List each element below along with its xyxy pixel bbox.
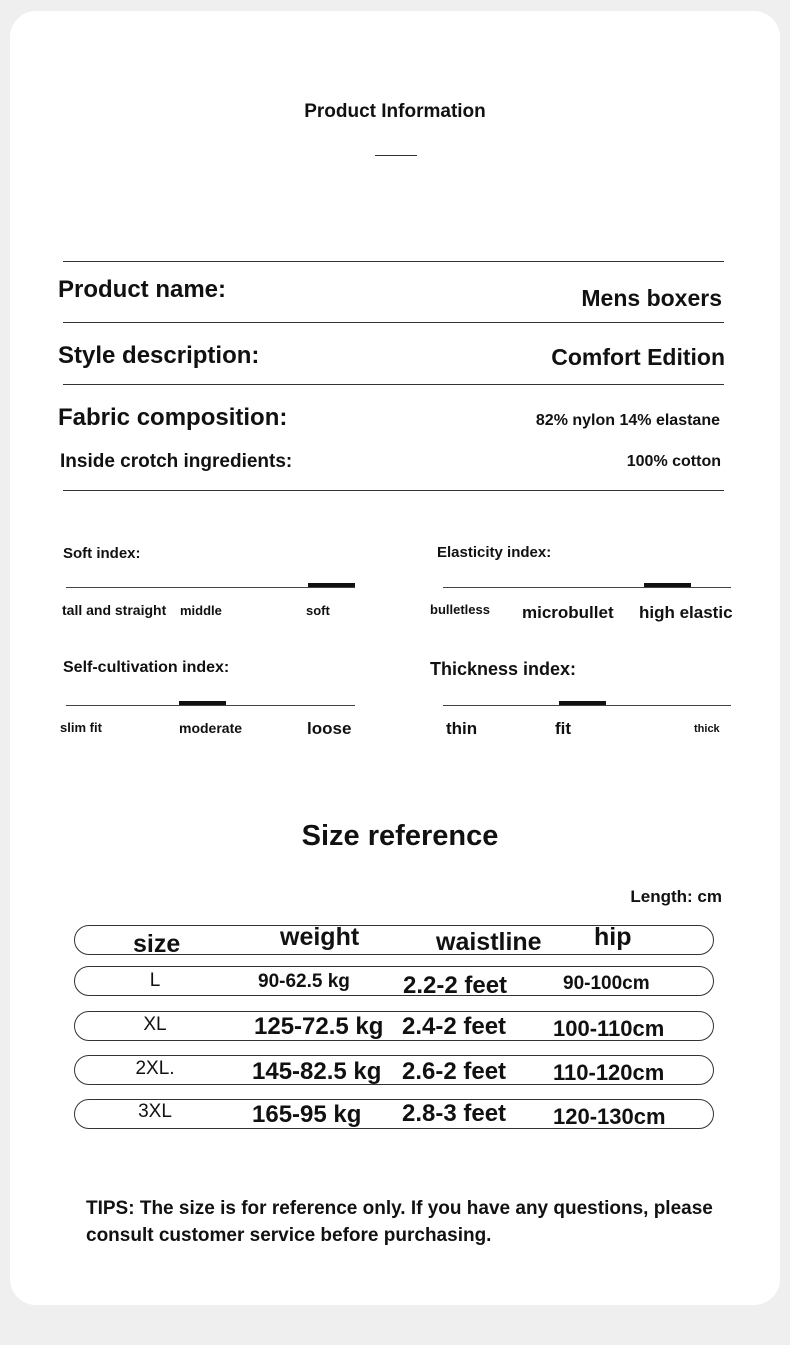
row-waistline: 2.4-2 feet — [402, 1013, 507, 1040]
row-hip: 110-120cm — [553, 1060, 665, 1085]
soft-option-tall-and-straight: tall and straight — [62, 602, 167, 618]
fabric-value: 82% nylon 14% elastane — [535, 412, 720, 429]
header-waistline: waistline — [436, 928, 542, 956]
self-cultivation-index-track — [66, 705, 355, 706]
crotch-label: Inside crotch ingredients: — [60, 451, 293, 472]
thickness-option-thick: thick — [694, 723, 720, 735]
style-value: Comfort Edition — [551, 344, 725, 370]
divider — [63, 490, 724, 491]
style-label: Style description: — [58, 342, 260, 369]
thickness-option-thin: thin — [446, 719, 478, 738]
length-unit: Length: cm — [630, 887, 722, 906]
row-weight: 90-62.5 kg — [258, 971, 350, 992]
size-table-header — [74, 923, 714, 958]
crotch-value: 100% cotton — [626, 453, 721, 470]
self-cultivation-option-moderate: moderate — [179, 720, 243, 736]
page-title: Product Information — [304, 101, 486, 122]
soft-index-marker — [308, 583, 355, 587]
thickness-index-marker — [559, 701, 606, 705]
divider — [63, 384, 724, 385]
elasticity-option-microbullet: microbullet — [522, 603, 614, 622]
elasticity-index-track — [443, 587, 731, 588]
thickness-option-fit: fit — [555, 719, 572, 738]
tips-text: TIPS: The size is for reference only. If you have any questions, please consult customer service before purchasing. — [86, 1198, 713, 1246]
row-weight: 165-95 kg — [252, 1101, 362, 1128]
row-size: 2XL. — [135, 1058, 175, 1079]
title-underline — [375, 155, 417, 156]
size-reference-title: Size reference — [301, 820, 499, 852]
product-name-label: Product name: — [58, 276, 227, 303]
row-size: XL — [143, 1014, 167, 1035]
product-name-value: Mens boxers — [581, 285, 722, 311]
header-hip: hip — [594, 923, 632, 951]
elasticity-option-bulletless: bulletless — [430, 602, 490, 617]
row-hip: 120-130cm — [553, 1104, 666, 1129]
divider — [63, 261, 724, 262]
row-waistline: 2.6-2 feet — [402, 1058, 507, 1085]
table-row — [74, 966, 714, 999]
fabric-label: Fabric composition: — [58, 404, 288, 431]
row-waistline: 2.2-2 feet — [403, 972, 508, 999]
elasticity-option-high-elastic: high elastic — [639, 603, 733, 622]
divider — [63, 322, 724, 323]
self-cultivation-option-slim-fit: slim fit — [60, 720, 102, 735]
table-row — [74, 1011, 714, 1041]
self-cultivation-index-label: Self-cultivation index: — [63, 659, 230, 676]
soft-index-label: Soft index: — [63, 545, 141, 562]
row-size: L — [149, 970, 161, 991]
soft-index-track — [66, 587, 355, 588]
elasticity-index-marker — [644, 583, 691, 587]
self-cultivation-index-marker — [179, 701, 226, 705]
self-cultivation-option-loose: loose — [307, 719, 352, 738]
elasticity-index-label: Elasticity index: — [437, 544, 552, 561]
soft-option-soft: soft — [306, 603, 330, 618]
table-row — [74, 1055, 714, 1085]
header-size: size — [133, 930, 181, 958]
row-waistline: 2.8-3 feet — [402, 1100, 507, 1127]
row-hip: 90-100cm — [563, 973, 650, 994]
row-hip: 100-110cm — [553, 1016, 665, 1041]
row-size: 3XL — [138, 1101, 172, 1122]
header-weight: weight — [280, 923, 360, 951]
row-weight: 145-82.5 kg — [252, 1058, 382, 1085]
row-weight: 125-72.5 kg — [254, 1013, 384, 1040]
thickness-index-track — [443, 705, 731, 706]
thickness-index-label: Thickness index: — [430, 659, 577, 679]
soft-option-middle: middle — [180, 603, 222, 618]
table-row — [74, 1099, 714, 1129]
